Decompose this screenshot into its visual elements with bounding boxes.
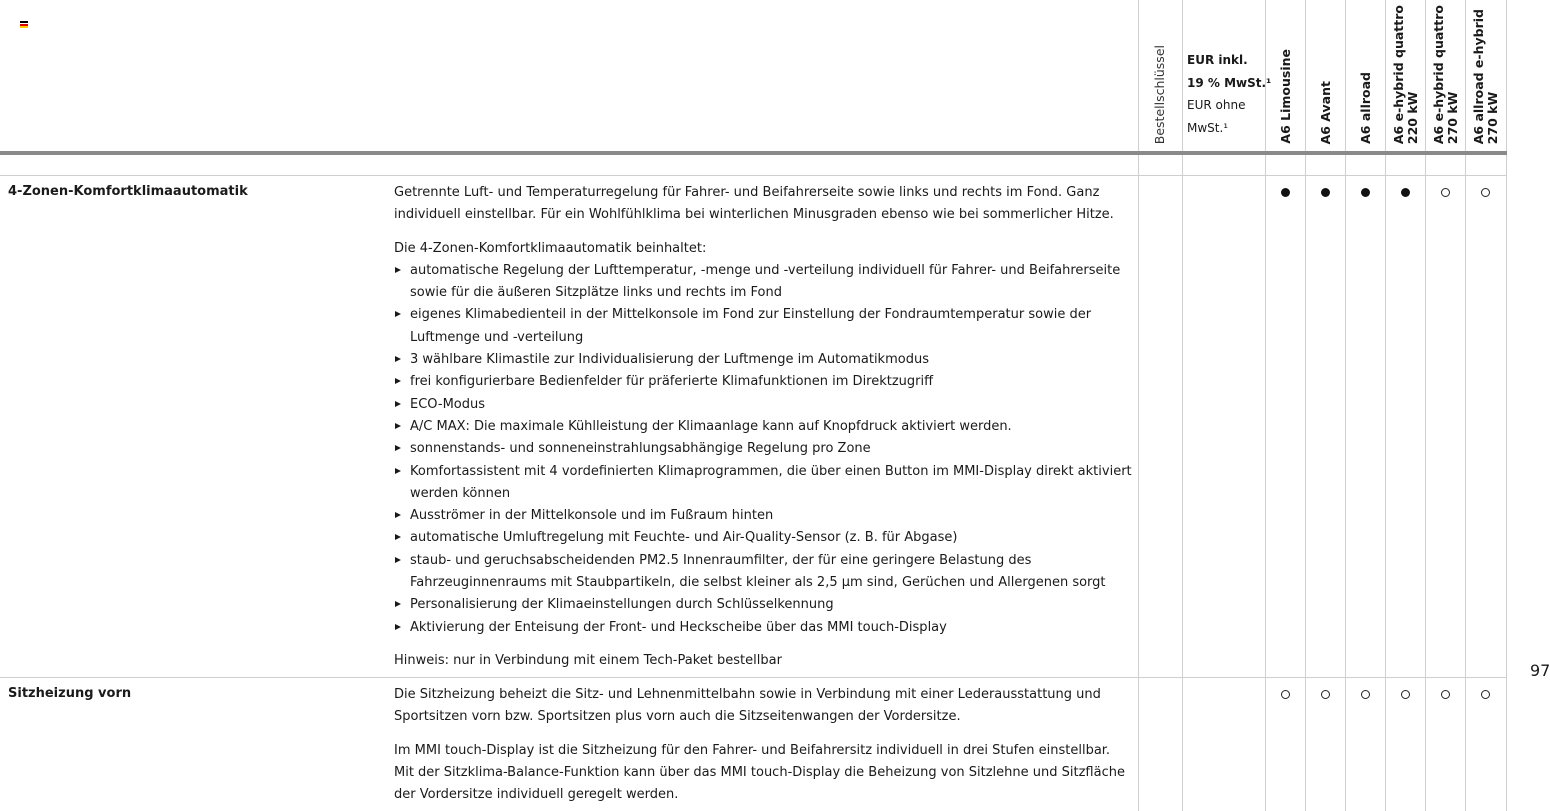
column-header-a6-allroad: A6 allroad [1358, 72, 1373, 144]
list-heading: Die 4-Zonen-Komfortklimaautomatik beinhaltet: [394, 240, 707, 256]
optional-equipment-icon [1361, 690, 1370, 699]
standard-equipment-icon [1281, 188, 1290, 197]
list-item: staub- und geruchsabscheidenden PM2.5 Innenraumfilter, der für eine geringere Belastung des Fahrzeuginnenraums mit Staubpartikeln, die selbst kleiner als 2,5 µm sind, Gerüchen und Allergenen sorgt [394, 550, 1132, 595]
column-header-a6-e-hybrid-220: A6 e-hybrid quattro 220 kW [1391, 4, 1420, 144]
german-flag-icon [20, 21, 28, 28]
feature-list [394, 260, 1132, 639]
optional-equipment-icon [1281, 690, 1290, 699]
list-item: A/C MAX: Die maximale Kühlleistung der Klimaanlage kann auf Knopfdruck aktiviert werden. [394, 416, 1132, 438]
column-header-a6-avant: A6 Avant [1318, 80, 1333, 144]
list-item: eigenes Klimabedienteil in der Mittelkonsole im Fond zur Einstellung der Fondraumtemperatur sowie der Luftmenge und -verteilung [394, 304, 1132, 349]
list-item: automatische Regelung der Lufttemperatur, -menge und -verteilung individuell für Fahrer- und Beifahrerseite sowie für die äußeren Sitzplätze links und rechts im Fond [394, 260, 1132, 305]
row-title-climate: 4-Zonen-Komfortklimaautomatik [8, 184, 248, 199]
column-header-order-key: Bestellschlüssel [1152, 44, 1167, 144]
row-description-seat-heating [394, 684, 1132, 806]
column-header-price: EUR inkl. 19 % MwSt.¹ EUR ohne MwSt.¹ [1187, 53, 1272, 135]
optional-equipment-icon [1481, 188, 1490, 197]
paragraph: Im MMI touch-Display ist die Sitzheizung für den Fahrer- und Beifahrersitz individuell in drei Stufen einstellbar. Mit der Sitzklima-Balance-Funktion kann über das MMI touch-Display die Beheizung von Sitzlehne und Sitzfläche der Vordersitze individuell geregelt werden. [394, 742, 1125, 803]
list-item: Personalisierung der Klimaeinstellungen durch Schlüsselkennung [394, 594, 1132, 616]
optional-equipment-icon [1481, 690, 1490, 699]
note-text: Hinweis: nur in Verbindung mit einem Tech-Paket bestellbar [394, 652, 782, 668]
column-header-a6-allroad-e-hybrid-270: A6 allroad e-hybrid 270 kW [1471, 8, 1500, 144]
list-item: Komfortassistent mit 4 vordefinierten Klimaprogrammen, die über einen Button im MMI-Display direkt aktiviert werden können [394, 461, 1132, 506]
list-item: Ausströmer in der Mittelkonsole und im Fußraum hinten [394, 505, 1132, 527]
optional-equipment-icon [1321, 690, 1330, 699]
page-number: 97 [1530, 661, 1550, 680]
paragraph: Die Sitzheizung beheizt die Sitz- und Lehnenmittelbahn sowie in Verbindung mit einer Lederausstattung und Sportsitzen vorn bzw. Sportsitzen plus vorn auch die Sitzseitenwangen der Vordersitze. [394, 687, 1101, 725]
standard-equipment-icon [1361, 188, 1370, 197]
intro-text: Getrennte Luft- und Temperaturregelung für Fahrer- und Beifahrerseite sowie links und rechts im Fond. Ganz individuell einstellbar. Für ein Wohlfühlklima bei winterlichen Minusgraden ebenso wie bei sommerlicher Hitze. [394, 185, 1114, 223]
column-header-a6-limousine: A6 Limousine [1278, 49, 1293, 144]
row-divider [0, 677, 1507, 678]
list-item: frei konfigurierbare Bedienfelder für präferierte Klimafunktionen im Direktzugriff [394, 371, 1132, 393]
optional-equipment-icon [1441, 690, 1450, 699]
list-item: 3 wählbare Klimastile zur Individualisierung der Luftmenge im Automatikmodus [394, 349, 1132, 371]
list-item: sonnenstands- und sonneneinstrahlungsabhängige Regelung pro Zone [394, 438, 1132, 460]
list-item: Aktivierung der Enteisung der Front- und Heckscheibe über das MMI touch-Display [394, 617, 1132, 639]
standard-equipment-icon [1321, 188, 1330, 197]
column-header-a6-e-hybrid-270: A6 e-hybrid quattro 270 kW [1431, 4, 1460, 144]
optional-equipment-icon [1401, 690, 1410, 699]
standard-equipment-icon [1401, 188, 1410, 197]
optional-equipment-icon [1441, 188, 1450, 197]
header-divider [0, 151, 1507, 155]
row-description-climate [394, 182, 1132, 672]
row-divider [0, 175, 1507, 176]
list-item: automatische Umluftregelung mit Feuchte- und Air-Quality-Sensor (z. B. für Abgase) [394, 527, 1132, 549]
list-item: ECO-Modus [394, 394, 1132, 416]
row-title-seat-heating: Sitzheizung vorn [8, 686, 132, 701]
